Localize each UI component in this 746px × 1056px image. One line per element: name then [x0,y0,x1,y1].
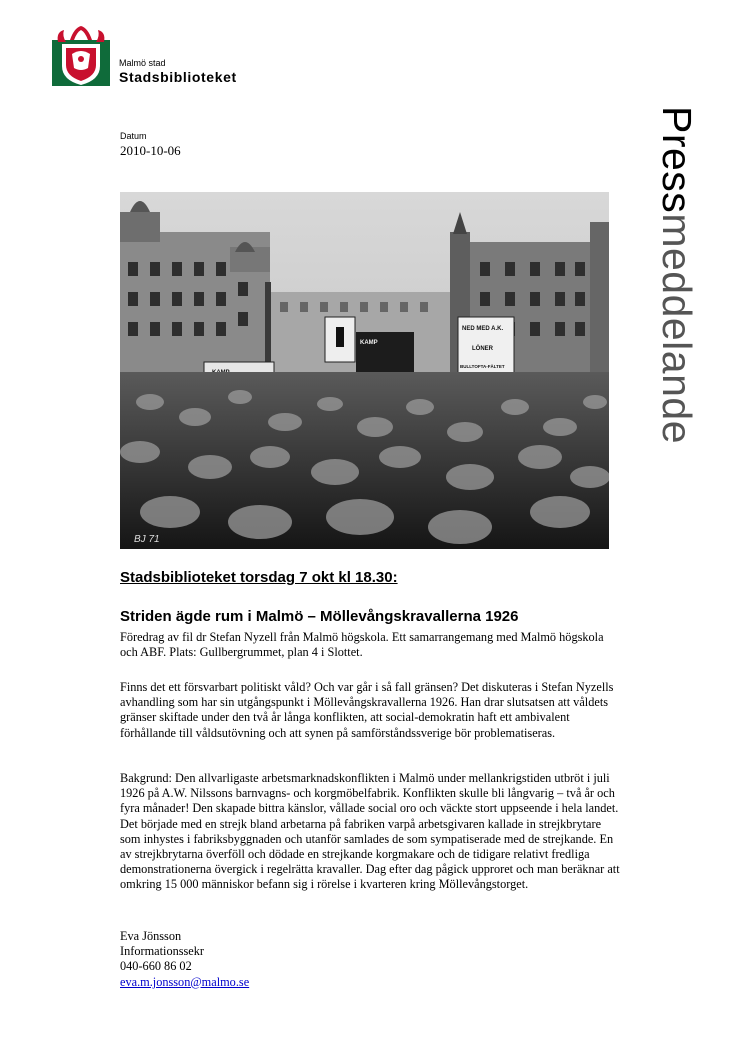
contact-name: Eva Jönsson [120,929,182,943]
sign-text: LÖNER [472,346,493,352]
organization-name [119,58,237,86]
date-value: 2010-10-06 [120,143,181,158]
contact-role: Informationssekr [120,944,205,959]
paragraph-discussion: Finns det ett försvarbart politiskt våld? Och var går i så fall gränsen? Det diskuteras i Stefan Nyzells avhandling som har sin utgångspunkt i Möllevångskravallerna 1926. Han drar slutsatsen att våldets gränser skiftade under den två år långa konflikten, att social-demokratin haft ett ambivalent förhållande till våldsutövning och att synen på samförståndssverige bör problematiseras. [120,680,614,740]
sign-text: NED MED A.K. [462,326,504,332]
sign-text: KAMP [360,340,378,346]
org-city: Malmö stad [119,58,166,68]
malmo-coat-of-arms-logo [52,24,110,86]
contact-phone: 040-660 86 02 [120,959,192,974]
sign-text: BULLTOFTA-FÄLTET [460,364,505,369]
pressmeddelande-vertical-title [652,106,702,546]
paragraph-intro: Föredrag av fil dr Stefan Nyzell från Malmö högskola. Ett samarrangemang med Malmö högskola och ABF. Plats: Gullbergrummet, plan 4 i Slottet. [120,630,604,660]
contact-block [120,929,249,990]
date-label: Datum [120,131,147,141]
org-library: Stadsbiblioteket [119,69,237,85]
historic-crowd-photo [120,192,609,549]
event-heading: Stadsbiblioteket torsdag 7 okt kl 18.30: [120,569,398,586]
title-part-press: Press [654,106,700,214]
press-release-title: Striden ägde rum i Malmö – Möllevångskravallerna 1926 [120,608,519,625]
photo-archive-mark: BJ 71 [134,534,160,545]
contact-email-link[interactable]: eva.m.jonsson@malmo.se [120,974,250,989]
title-part-meddelande: meddelande [654,213,700,444]
paragraph-background: Bakgrund: Den allvarligaste arbetsmarknadskonflikten i Malmö under mellankrigstiden utbröt i juli 1926 på A.W. Nilssons barnvagns- och korgmöbelfabrik. Konflikten skulle bli långvarig – två år och fyra månader! Den skapade bittra känslor, vållade social oro och väckte stort uppseende i hela landet. Det började med en strejk bland arbetarna på fabriken varpå arbetsgivaren kallade in strejkbrytare som inhystes i fabriksbyggnaden och utanför samlades de som sympatiserade med de strejkande. En av strejkbrytarna överföll och dödade en strejkande korgmakare och de tidigare relativt fredliga demonstrationerna övergick i regelrätta kravaller. Dag efter dag pågick upproret och man beräknar att omkring 15 000 människor befann sig i rörelse i kvarteren kring Möllevångstorget. [120,771,620,892]
